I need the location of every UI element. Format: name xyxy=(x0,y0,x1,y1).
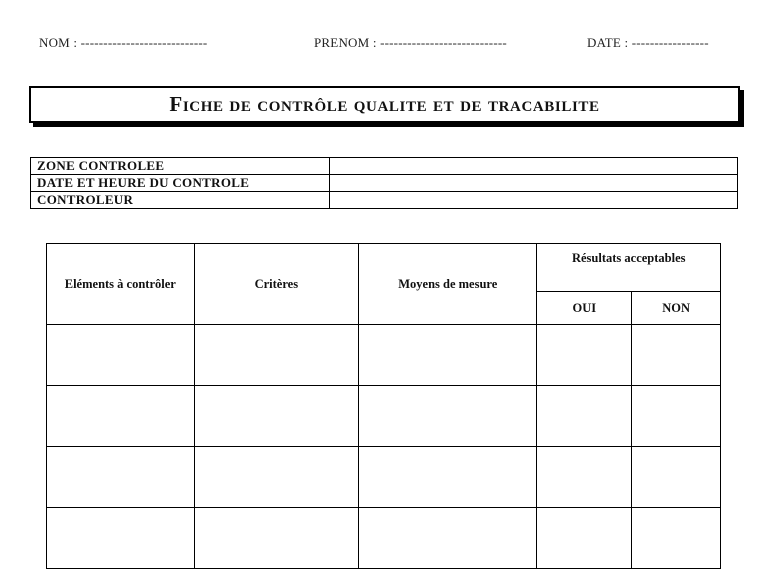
info-label: DATE ET HEURE DU CONTROLE xyxy=(31,175,330,192)
table-row xyxy=(47,325,721,386)
cell-oui xyxy=(537,325,632,386)
prenom-field: PRENOM : ---------------------------- xyxy=(314,35,507,50)
cell-non xyxy=(632,386,721,447)
info-row xyxy=(31,175,738,192)
header-non: NON xyxy=(632,292,721,325)
table-row xyxy=(47,447,721,508)
nom-field: NOM : ---------------------------- xyxy=(39,35,208,50)
cell-elements xyxy=(47,447,195,508)
cell-criteres xyxy=(194,325,358,386)
title-box xyxy=(29,86,740,123)
cell-moyens xyxy=(359,447,537,508)
cell-oui xyxy=(537,447,632,508)
info-table xyxy=(30,157,738,209)
info-row xyxy=(31,192,738,209)
cell-elements xyxy=(47,386,195,447)
cell-non xyxy=(632,325,721,386)
cell-non xyxy=(632,447,721,508)
cell-elements xyxy=(47,325,195,386)
cell-non xyxy=(632,508,721,569)
info-label: CONTROLEUR xyxy=(31,192,330,209)
header-resultats: Résultats acceptables xyxy=(537,244,721,292)
header-moyens: Moyens de mesure xyxy=(359,244,537,325)
table-row xyxy=(47,508,721,569)
info-label: ZONE CONTROLEE xyxy=(31,158,330,175)
header-criteres: Critères xyxy=(194,244,358,325)
date-field: DATE : ----------------- xyxy=(587,35,709,50)
cell-moyens xyxy=(359,386,537,447)
cell-elements xyxy=(47,508,195,569)
info-row xyxy=(31,158,738,175)
cell-oui xyxy=(537,386,632,447)
cell-moyens xyxy=(359,508,537,569)
table-row xyxy=(47,386,721,447)
info-value xyxy=(330,192,738,209)
cell-moyens xyxy=(359,325,537,386)
control-table xyxy=(46,243,721,569)
header-oui: OUI xyxy=(537,292,632,325)
cell-criteres xyxy=(194,508,358,569)
table-header-row xyxy=(47,244,721,292)
info-value xyxy=(330,158,738,175)
header-elements: Eléments à contrôler xyxy=(47,244,195,325)
page-title: Fiche de contrôle qualite et de tracabilite xyxy=(169,92,600,116)
info-value xyxy=(330,175,738,192)
cell-oui xyxy=(537,508,632,569)
cell-criteres xyxy=(194,447,358,508)
cell-criteres xyxy=(194,386,358,447)
